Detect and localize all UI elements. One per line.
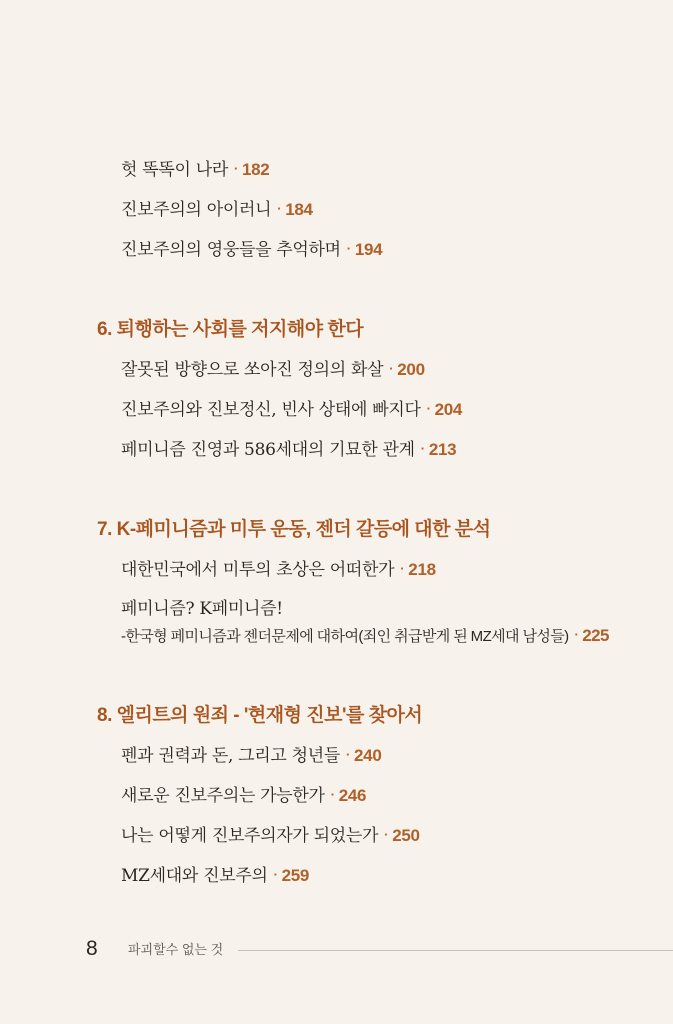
toc-entry-page: 182	[241, 160, 270, 179]
toc-separator: ·	[233, 161, 238, 176]
toc-entry-page: 250	[392, 826, 420, 845]
toc-entry-title: 대한민국에서 미투의 초상은 어떠한가	[121, 560, 395, 580]
toc-entry	[121, 865, 309, 888]
toc-entry	[121, 159, 269, 182]
toc-entry-title: 펜과 권력과 돈, 그리고 청년들	[121, 746, 340, 766]
toc-entry	[121, 359, 425, 382]
page-footer	[86, 936, 673, 962]
toc-separator: ·	[277, 201, 282, 216]
toc-entry	[121, 439, 456, 462]
toc-entry-title: 새로운 진보주의는 가능한가	[121, 786, 325, 806]
toc-entry	[121, 825, 420, 848]
toc-entry-page: 213	[428, 440, 457, 459]
toc-separator: ·	[574, 627, 579, 642]
footer-rule	[238, 950, 673, 951]
toc-separator: ·	[273, 867, 278, 882]
toc-entry	[121, 239, 382, 262]
toc-entry-page: 225	[582, 626, 609, 645]
running-title: 파괴할수 없는 것	[128, 942, 224, 957]
toc-entry-page: 218	[408, 560, 436, 579]
toc-entry-page: 240	[354, 746, 382, 765]
toc-entry-title: 진보주의와 진보정신, 빈사 상태에 빠지다	[121, 400, 421, 420]
toc-entry-page: 184	[285, 200, 313, 219]
chapter-heading: 7. K-페미니즘과 미투 운동, 젠더 갈등에 대한 분석	[97, 519, 491, 540]
toc-entry	[121, 598, 283, 620]
toc-separator: ·	[346, 241, 351, 256]
toc-entry-title: 헛 똑똑이 나라	[121, 160, 228, 180]
toc-entry-title: 진보주의의 아이러니	[121, 200, 272, 220]
toc-entry-title: MZ세대와 진보주의	[121, 866, 268, 886]
toc-entry-subtitle	[121, 625, 609, 648]
toc-entry-title: 잘못된 방향으로 쏘아진 정의의 화살	[121, 360, 384, 380]
toc-entry-title: -한국형 페미니즘과 젠더문제에 대하여(죄인 취급받게 된 MZ세대 남성들)	[121, 628, 569, 645]
page-number: 8	[86, 937, 98, 960]
toc-entry	[121, 399, 462, 422]
toc-entry	[121, 199, 313, 222]
toc-entry-page: 194	[354, 240, 383, 259]
toc-entry-title: 나는 어떻게 진보주의자가 되었는가	[121, 826, 379, 846]
toc-separator: ·	[330, 787, 335, 802]
toc-entry-title: 페미니즘? K페미니즘!	[121, 599, 283, 619]
toc-entry-page: 246	[338, 786, 367, 805]
toc-entry	[121, 785, 366, 808]
chapter-heading: 8. 엘리트의 원죄 - '현재형 진보'를 찾아서	[97, 705, 423, 726]
toc-entry-title: 진보주의의 영웅들을 추억하며	[121, 240, 341, 260]
toc-separator: ·	[420, 441, 425, 456]
toc-separator: ·	[345, 747, 351, 762]
toc-entry-page: 200	[397, 360, 425, 379]
toc-separator: ·	[426, 401, 431, 416]
toc-entry	[121, 745, 381, 768]
chapter-heading: 6. 퇴행하는 사회를 저지해야 한다	[97, 319, 364, 340]
toc-separator: ·	[384, 827, 389, 842]
toc-entry-page: 204	[434, 400, 463, 419]
toc-entry-title: 페미니즘 진영과 586세대의 기묘한 관계	[121, 440, 415, 460]
toc-entry	[121, 559, 436, 582]
toc-entry-page: 259	[281, 866, 310, 885]
toc-separator: ·	[400, 561, 405, 576]
toc-separator: ·	[389, 361, 394, 376]
